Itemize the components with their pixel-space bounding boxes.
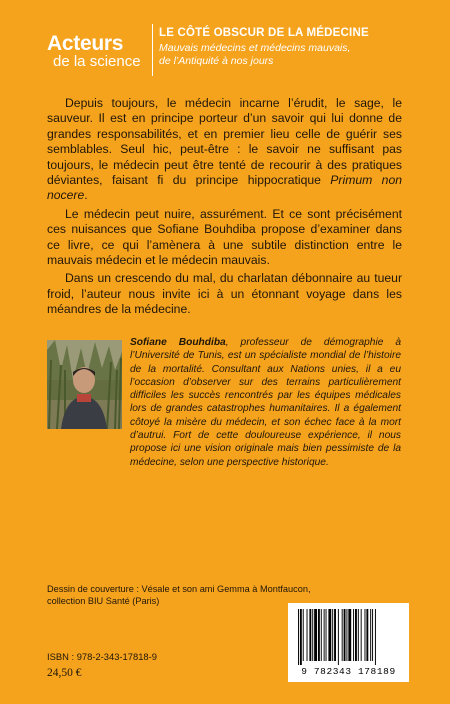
barcode-bar <box>353 609 354 661</box>
book-header <box>159 26 419 68</box>
barcode-bar <box>298 609 299 665</box>
barcode-bar <box>361 609 362 661</box>
price-text: 24,50 € <box>47 667 82 679</box>
barcode-bars <box>294 609 403 665</box>
blurb-p1-latin: Primum non nocere <box>47 173 402 203</box>
barcode-bar <box>370 609 371 661</box>
barcode-bar <box>346 609 347 661</box>
barcode-bar <box>309 609 311 661</box>
barcode-bar <box>303 609 304 661</box>
isbn-text: ISBN : 978-2-343-17818-9 <box>47 651 157 662</box>
cover-credit-line2: collection BIU Santé (Paris) <box>47 596 160 606</box>
blurb-p1-text: Depuis toujours, le médecin incarne l’érudit, le sage, le sauveur. Il est en principe porteur d’un savoir qui lui donne de grandes responsabilités, et en premier lieu celle de guérir ses semblables. Seul hic, peut-être : le savoir ne suffisant pas toujours, le médecin peut être tenté de recourir à des pratiques déviantes, faisant fi du principe hippocratique <box>47 96 402 188</box>
barcode-bar <box>372 609 373 661</box>
barcode-bar <box>324 609 325 661</box>
barcode-bar <box>366 609 368 661</box>
barcode-bar <box>328 609 331 661</box>
barcode-bar <box>338 609 339 665</box>
barcode-bar <box>342 609 343 661</box>
barcode-bar <box>332 609 333 661</box>
header-divider <box>152 24 153 76</box>
barcode-bar <box>344 609 346 661</box>
author-name: Sofiane Bouhdiba <box>130 337 226 348</box>
book-title: LE CÔTÉ OBSCUR DE LA MÉDECINE <box>159 27 369 39</box>
barcode-bar <box>348 609 351 661</box>
barcode-bar <box>307 609 308 661</box>
collection-name-line1: Acteurs <box>47 32 124 55</box>
barcode <box>288 603 409 682</box>
blurb-paragraph-1 <box>47 96 402 204</box>
blurb-paragraph-2: Le médecin peut nuire, assurément. Et ce sont précisément ces nuisances que Sofiane Bouhdiba propose d’examiner dans ce livre, ce qui l’amènera à une subtile distinction entre le mauvais médecin et le médecin mauvais. <box>47 206 402 268</box>
collection-name-line2: de la science <box>53 53 141 70</box>
cover-credit-line1: Dessin de couverture : Vésale et son ami Gemma à Montfaucon, <box>47 584 311 594</box>
blurb-p1-end: . <box>84 188 88 203</box>
book-subtitle-line1: Mauvais médecins et médecins mauvais, <box>159 42 351 54</box>
barcode-bar <box>365 609 366 661</box>
author-bio <box>130 336 401 469</box>
author-bio-text: , professeur de démographie à l’Université de Tunis, est un spécialiste mondial de l’histoire de la mortalité. Consultant aux Nations unies, il a eu l’occasion d’observer sur des terrains particulièrement difficiles les succès rencontrés par les équipes médicales lors de grandes catastrophes humanitaires. Il a également côtoyé la misère du médecin, et son échec face à la mort d’autrui. Fort de cette douloureuse expérience, il nous propose ici une vision originale mais bien pessimiste de la médecine, selon une perspective historique. <box>130 337 402 468</box>
barcode-bar <box>334 609 336 661</box>
barcode-bar <box>314 609 317 661</box>
barcode-digits: 9 782343 178189 <box>301 666 396 677</box>
barcode-bar <box>312 609 313 661</box>
barcode-bar <box>358 609 359 661</box>
barcode-bar <box>326 609 327 661</box>
barcode-bar <box>355 609 357 661</box>
barcode-bar <box>321 609 322 661</box>
book-subtitle-line2: de l’Antiquité à nos jours <box>159 55 274 67</box>
barcode-bar <box>300 609 302 665</box>
barcode-bar <box>375 609 376 665</box>
author-photo <box>47 340 122 429</box>
collection-logo <box>47 34 152 69</box>
back-cover-blurb <box>47 96 402 321</box>
blurb-paragraph-3: Dans un crescendo du mal, du charlatan débonnaire au tueur froid, l’auteur nous invite ici à un étonnant voyage dans les méandres de la médecine. <box>47 271 402 317</box>
barcode-bar <box>318 609 320 661</box>
